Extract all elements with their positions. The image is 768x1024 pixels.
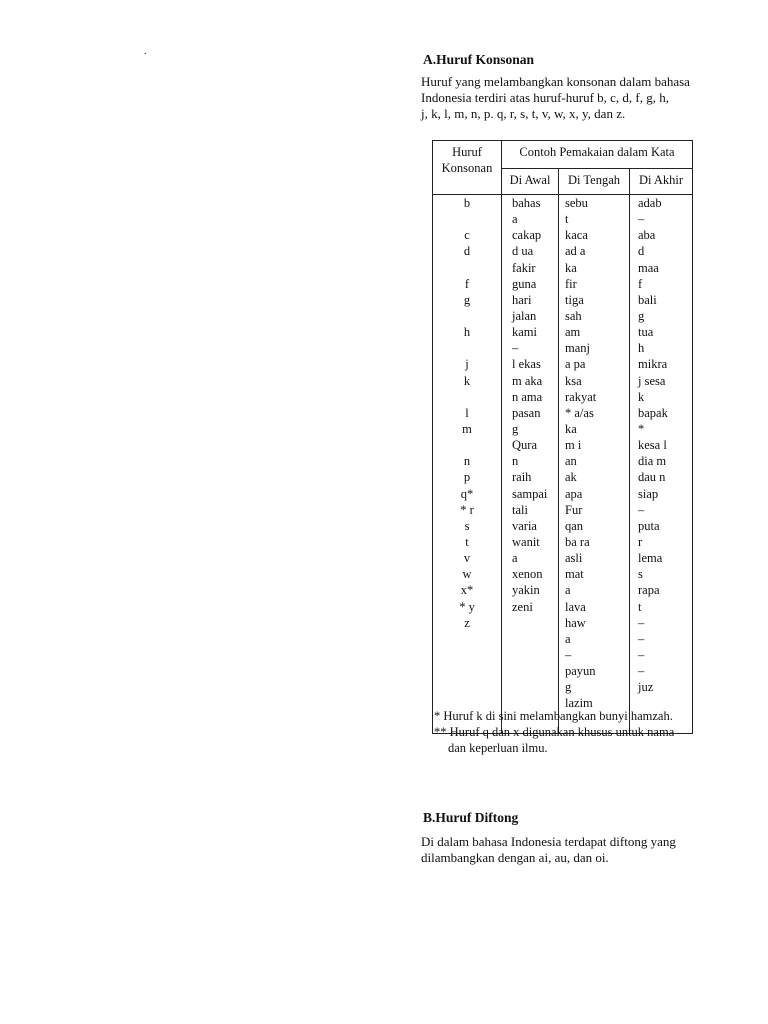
table-cell: g [463, 292, 471, 307]
table-cell [433, 679, 501, 695]
table-cell: bahas [512, 196, 541, 210]
table-cell: kesa l [638, 438, 667, 453]
table-cell: – [638, 212, 645, 227]
table-cell: n [512, 454, 519, 469]
table-cell: dau n [638, 470, 666, 485]
table-cell: wanit [512, 534, 540, 549]
table-cell: qan [565, 518, 584, 533]
table-cell: puta [638, 518, 660, 533]
header-di-akhir: Di Akhir [630, 168, 693, 194]
table-cell: hari [512, 292, 532, 307]
table-cell: manj [565, 341, 590, 356]
table-cell: h [638, 341, 645, 356]
table-cell: cakap [512, 228, 542, 243]
table-cell: mikra [638, 357, 668, 372]
table-cell: m aka [512, 373, 543, 388]
table-cell: raih [512, 470, 532, 485]
table-cell: Qura [512, 438, 537, 453]
table-cell: fakir [512, 260, 536, 275]
table-cell: p [463, 470, 471, 485]
footnote-q-x: ** Huruf q dan x digunakan khusus untuk nama [434, 725, 675, 739]
table-cell: Fur [565, 502, 583, 517]
table-cell: bali [638, 292, 657, 307]
table-cell [502, 647, 558, 663]
table-cell: x* [460, 583, 474, 598]
table-cell: dia m [638, 454, 667, 469]
table-cell: m i [565, 438, 582, 453]
footnote-q-x-cont: dan keperluan ilmu. [448, 741, 548, 755]
table-cell: xenon [512, 567, 543, 582]
table-cell: a [565, 583, 571, 598]
table-cell: varia [512, 518, 537, 533]
table-cell: apa [565, 486, 583, 501]
table-cell: ba ra [565, 534, 590, 549]
table-cell [433, 340, 501, 356]
header-di-awal: Di Awal [502, 168, 559, 194]
table-cell: ksa [565, 373, 582, 388]
table-cell: a pa [565, 357, 586, 372]
intro-line: dilambangkan dengan ai, au, dan oi. [421, 850, 609, 865]
table-cell [433, 211, 501, 227]
table-cell: ak [565, 470, 577, 485]
table-cell: s [638, 567, 643, 582]
table-cell: d [463, 244, 471, 259]
table-cell: q* [460, 486, 474, 501]
table-cell: juz [638, 680, 654, 695]
table-cell: g [565, 680, 572, 695]
table-cell: g [638, 308, 645, 323]
intro-line: Huruf yang melambangkan konsonan dalam bahasa [421, 74, 690, 89]
table-cell: w [462, 567, 472, 582]
table-cell: siap [638, 486, 659, 501]
section-a-title: A.Huruf Konsonan [423, 52, 535, 67]
table-cell: n [463, 454, 471, 469]
table-cell: * r [460, 502, 474, 517]
section-b-intro [421, 834, 721, 866]
table-cell: payun [565, 664, 596, 679]
section-b-title: B.Huruf Diftong [423, 810, 519, 825]
table-cell [502, 615, 558, 631]
column-di-awal [502, 195, 559, 734]
table-cell: k [463, 373, 471, 388]
table-cell: f [464, 276, 470, 291]
table-cell: r [638, 534, 643, 549]
intro-line: Di dalam bahasa Indonesia terdapat diftong yang [421, 834, 676, 849]
table-cell: c [464, 228, 470, 243]
table-cell: jalan [512, 308, 537, 323]
table-cell: * y [459, 599, 475, 614]
column-di-akhir [630, 195, 693, 734]
table-cell: rakyat [565, 389, 597, 404]
table-cell: tiga [565, 292, 584, 307]
table-cell [433, 631, 501, 647]
table-cell: * a/as [565, 405, 594, 420]
table-cell: maa [638, 260, 659, 275]
table-cell: a [512, 212, 518, 227]
table-cell: s [464, 518, 470, 533]
table-cell: l ekas [512, 357, 541, 372]
header-huruf-konsonan: Huruf Konsonan [433, 141, 502, 195]
table-cell: kaca [565, 228, 588, 243]
table-cell: ka [565, 421, 577, 436]
table-cell: t [465, 534, 469, 549]
section-a-intro [421, 74, 721, 122]
table-cell [502, 663, 558, 679]
header-di-tengah: Di Tengah [559, 168, 630, 194]
table-cell: j [465, 357, 469, 372]
table-cell: f [638, 276, 643, 291]
table-cell: mat [565, 567, 584, 582]
table-cell [433, 308, 501, 324]
table-cell: bapak [638, 405, 668, 420]
table-cell: ka [565, 260, 577, 275]
table-cell: lazim [565, 696, 593, 711]
table-cell: t [565, 212, 569, 227]
table-cell: haw [565, 615, 586, 630]
consonant-table [432, 140, 693, 734]
intro-line: j, k, l, m, n, p. q, r, s, t, v, w, x, y, dan z. [421, 106, 626, 121]
table-cell: * [638, 421, 645, 436]
table-cell: kami [512, 325, 537, 340]
table-cell: z [464, 615, 470, 630]
table-cell: j sesa [638, 373, 666, 388]
table-cell: t [638, 599, 642, 614]
header-contoh-pemakaian: Contoh Pemakaian dalam Kata [502, 141, 693, 169]
table-cell: pasan [512, 405, 541, 420]
table-cell: zeni [512, 599, 533, 614]
table-cell: – [512, 341, 519, 356]
table-cell: g [512, 421, 519, 436]
table-cell: tua [638, 325, 654, 340]
table-cell: ad a [565, 244, 586, 259]
table-cell: h [463, 325, 471, 340]
intro-line: Indonesia terdiri atas huruf-huruf b, c, d, f, g, h, [421, 90, 670, 105]
table-cell: an [565, 454, 577, 469]
table-cell: m [462, 421, 472, 436]
table-cell: – [638, 502, 645, 517]
table-cell: lema [638, 551, 663, 566]
table-cell: k [638, 389, 645, 404]
table-cell [433, 260, 501, 276]
table-cell: sah [565, 308, 582, 323]
table-cell: sampai [512, 486, 548, 501]
table-cell [433, 647, 501, 663]
table-cell: lava [565, 599, 586, 614]
table-cell: – [565, 647, 572, 662]
table-cell: asli [565, 551, 583, 566]
table-cell: tali [512, 502, 528, 517]
table-cell: sebu [565, 196, 588, 210]
table-cell [433, 389, 501, 405]
table-cell: – [638, 615, 645, 630]
table-cell [502, 679, 558, 695]
table-cell: v [463, 551, 471, 566]
column-huruf [433, 195, 502, 734]
table-cell: – [638, 647, 645, 662]
table-cell: n ama [512, 389, 543, 404]
table-cell: guna [512, 276, 537, 291]
table-cell [433, 663, 501, 679]
stray-dot: . [144, 46, 147, 57]
table-cell: am [565, 325, 581, 340]
table-cell: d ua [512, 244, 534, 259]
table-cell: b [463, 196, 471, 210]
table-cell: rapa [638, 583, 660, 598]
column-di-tengah [559, 195, 630, 734]
table-cell: adab [638, 196, 662, 210]
table-cell: a [512, 551, 518, 566]
table-cell: yakin [512, 583, 540, 598]
table-cell: a [565, 631, 571, 646]
table-cell: d [638, 244, 645, 259]
table-cell: – [638, 631, 645, 646]
footnote-hamzah: * Huruf k di sini melambangkan bunyi hamzah. [434, 709, 673, 723]
table-cell [502, 631, 558, 647]
table-cell [433, 437, 501, 453]
table-cell: fir [565, 276, 577, 291]
table-cell: aba [638, 228, 656, 243]
table-cell: l [465, 405, 469, 420]
table-cell: – [638, 664, 645, 679]
